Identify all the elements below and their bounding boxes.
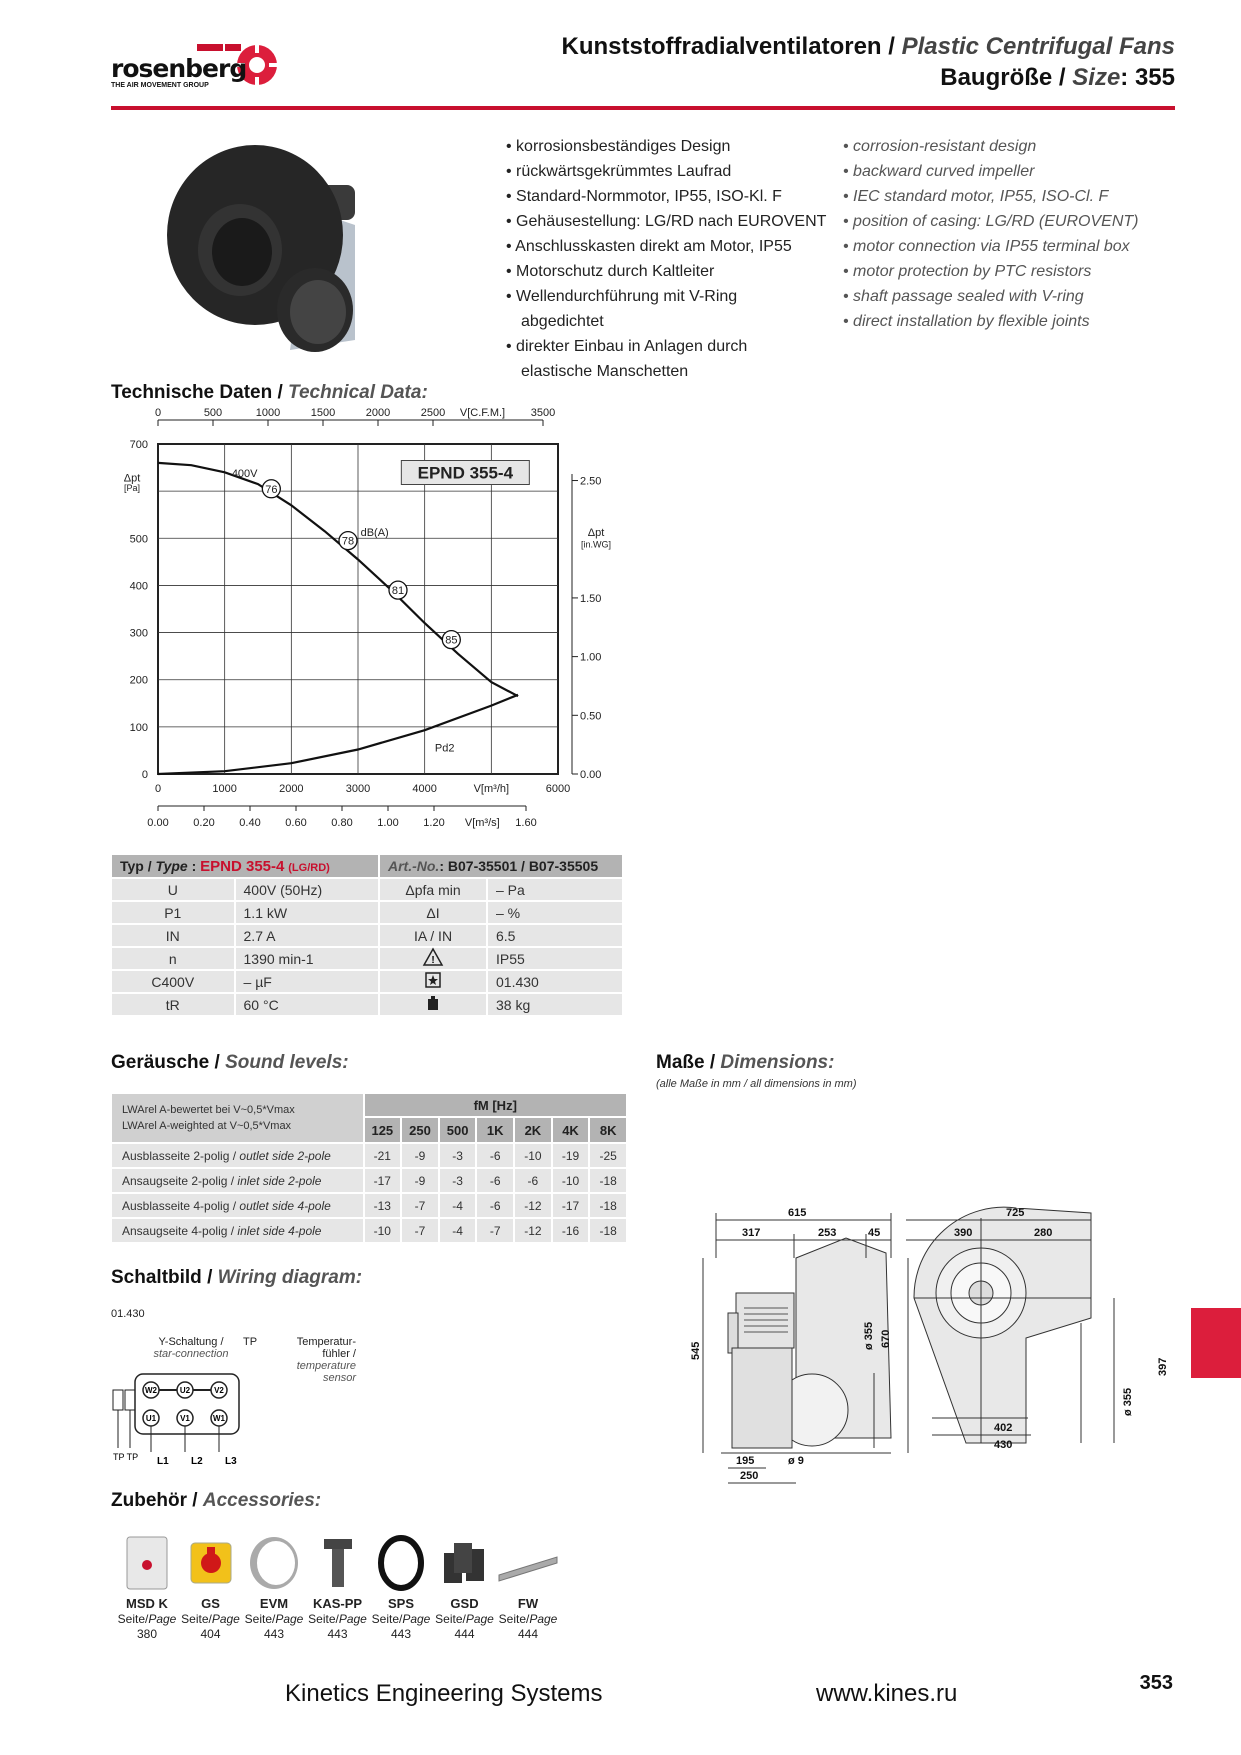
wiring-icon — [380, 971, 486, 992]
dim-430: 430 — [994, 1439, 1013, 1451]
tech-table-header — [112, 855, 622, 877]
terminal-top: U2 — [179, 1386, 191, 1395]
tech-value: – % — [488, 902, 622, 923]
dimension-drawing — [676, 1198, 1176, 1498]
terminal-board — [111, 1372, 241, 1467]
chapter-tab — [1191, 1308, 1241, 1378]
title-de: Kunststoffradialventilatoren — [561, 33, 882, 60]
warning-icon — [380, 948, 486, 969]
dim-725: 725 — [1006, 1207, 1025, 1219]
tech-value: 400V (50Hz) — [236, 879, 378, 900]
dims-heading-de: Maße — [656, 1052, 705, 1073]
feature-de-item: • rückwärtsgekrümmtes Laufrad — [506, 163, 732, 180]
m3s-tick-label: 0.00 — [147, 817, 169, 829]
dim-355b: ø 355 — [1122, 1387, 1134, 1416]
wiring-tp: TP — [243, 1336, 258, 1348]
tech-value: IP55 — [488, 948, 622, 969]
tech-value: 6.5 — [488, 925, 622, 946]
wiring-diagram — [111, 1336, 361, 1466]
dimensions-note: (alle Maße in mm / all dimensions in mm) — [656, 1078, 857, 1090]
wiring-temp-de1: Temperatur- — [296, 1336, 356, 1348]
sound-row-de: Ausblasseite 4-polig / — [122, 1198, 240, 1213]
sound-table — [110, 1092, 628, 1244]
terminal-bottom: U1 — [145, 1414, 157, 1423]
sound-row-en: inlet side 4-pole — [237, 1223, 322, 1238]
accessory-image — [112, 1530, 182, 1596]
wiring-line-label: L3 — [225, 1456, 237, 1467]
sound-row — [112, 1169, 626, 1192]
logo-brand-text: rosenberg — [111, 54, 247, 83]
sound-value: -7 — [402, 1219, 438, 1242]
accessories-list — [112, 1530, 612, 1650]
feature-de-item: abgedichtet — [521, 313, 604, 330]
m3s-tick-label: 0.20 — [193, 817, 215, 829]
x-tick-label: 3000 — [345, 783, 371, 795]
tech-param: tR — [112, 994, 234, 1015]
inwg-tick-label: 2.50 — [580, 475, 602, 488]
sound-row-en: inlet side 2-pole — [237, 1173, 322, 1188]
accessory-code: GS — [201, 1596, 220, 1611]
inwg-tick-label: 0.00 — [580, 769, 602, 781]
title-en: Plastic Centrifugal Fans — [901, 33, 1175, 60]
tech-table — [110, 853, 624, 1017]
sound-heading-de: Geräusche — [111, 1052, 210, 1073]
sound-value: -3 — [440, 1169, 476, 1192]
sound-freq: 2K — [515, 1118, 551, 1142]
tech-value: – µF — [236, 971, 378, 992]
accessory-page: 444 — [454, 1627, 475, 1641]
accessory-page-de: Seite/ — [435, 1612, 466, 1626]
sound-value: -6 — [477, 1194, 513, 1217]
sound-value: -12 — [515, 1194, 551, 1217]
accessory-item[interactable] — [366, 1530, 436, 1642]
type-cell: Typ / Type : EPND 355-4 (LG/RD) — [112, 855, 378, 877]
m3s-axis-label: V[m³/s] — [464, 817, 500, 829]
wiring-heading-de: Schaltbild — [111, 1267, 202, 1288]
x-tick-label: 6000 — [545, 783, 571, 795]
accessory-code: FW — [517, 1596, 539, 1611]
features-de — [506, 134, 826, 384]
accessory-item[interactable] — [493, 1530, 563, 1642]
sound-value: -18 — [590, 1219, 626, 1242]
sound-head-de: LWArel A-bewertet bei V~0,5*Vmax — [122, 1104, 295, 1116]
m3s-tick-label: 1.20 — [423, 817, 445, 829]
accessory-page: 443 — [327, 1627, 348, 1641]
feature-en-item: • shaft passage sealed with V-ring — [843, 288, 1084, 305]
x-tick-label: 1000 — [212, 783, 237, 795]
svg-text:!: ! — [431, 955, 435, 966]
accessory-page-de: Seite/ — [308, 1612, 339, 1626]
accessory-image — [303, 1530, 373, 1596]
sound-freq: 1K — [477, 1118, 513, 1142]
cfm-tick-label: 3500 — [530, 407, 556, 419]
tech-row — [112, 971, 622, 992]
feature-de-item: • Anschlusskasten direkt am Motor, IP55 — [506, 238, 792, 255]
x-axis-label: V[m³/h] — [473, 783, 510, 795]
tech-row — [112, 994, 622, 1015]
accessory-page-en: Page — [211, 1612, 240, 1626]
dim-45: 45 — [868, 1227, 881, 1239]
terminal — [143, 1410, 159, 1426]
dim-317: 317 — [742, 1227, 761, 1239]
sound-value: -21 — [365, 1144, 401, 1167]
feature-de-item: • korrosionsbeständiges Design — [506, 138, 731, 155]
tech-param: C400V — [112, 971, 234, 992]
pd2-label: Pd2 — [434, 742, 455, 755]
terminal — [211, 1410, 227, 1426]
accessory-item[interactable] — [176, 1530, 246, 1642]
dim-250: 250 — [740, 1470, 759, 1482]
sound-row-label — [112, 1144, 363, 1167]
m3s-tick-label: 0.80 — [331, 817, 353, 829]
accessory-page: 443 — [390, 1627, 412, 1641]
accessory-page-en: Page — [148, 1612, 177, 1626]
weight-icon — [380, 994, 486, 1015]
cfm-axis-label: V[C.F.M.] — [459, 407, 506, 419]
dim-355a: ø 355 — [863, 1321, 875, 1350]
dim-545: 545 — [690, 1341, 702, 1360]
inwg-tick-label: 0.50 — [580, 710, 602, 723]
page-size-title: Baugröße / Size: 355 — [940, 64, 1175, 91]
wiring-temp-de2: fühler / — [322, 1348, 356, 1360]
sound-value: -17 — [365, 1169, 401, 1192]
sound-value: -10 — [365, 1219, 401, 1242]
wiring-line-label: L1 — [157, 1456, 169, 1467]
db-marker-label: 81 — [391, 585, 405, 598]
feature-en-item: • corrosion-resistant design — [843, 138, 1037, 155]
tech-value: – Pa — [488, 879, 622, 900]
type-casing: (LG/RD) — [288, 861, 330, 874]
accessories-heading: Zubehör / Accessories: — [111, 1490, 322, 1511]
y-left-unit: [Pa] — [123, 483, 141, 494]
y-right-unit: [in.WG] — [580, 539, 612, 550]
dim-670: 670 — [880, 1329, 892, 1348]
tech-param: n — [112, 948, 234, 969]
sound-value: -9 — [402, 1144, 438, 1167]
y-tick-label: 100 — [129, 721, 148, 734]
acc-heading-de: Zubehör — [111, 1490, 187, 1511]
terminal — [211, 1382, 227, 1398]
cfm-tick-label: 1000 — [255, 407, 281, 419]
sound-freq-label: fM [Hz] — [365, 1094, 627, 1116]
brand-logo — [111, 42, 283, 92]
art-value: : B07-35501 / B07-35505 — [439, 858, 599, 874]
tech-param: U — [112, 879, 234, 900]
terminal — [143, 1382, 159, 1398]
size-en: Size — [1072, 64, 1121, 91]
model-label: EPND 355-4 — [417, 463, 514, 483]
y-right-label: Δpt — [587, 526, 605, 539]
db-label: dB(A) — [360, 526, 389, 539]
accessory-page-de: Seite/ — [117, 1612, 149, 1626]
accessory-page: 444 — [517, 1627, 539, 1641]
terminal-top: V2 — [214, 1386, 224, 1395]
tech-param: Δpfa min — [380, 879, 486, 900]
feature-de-item: elastische Manschetten — [521, 363, 689, 380]
wiring-temp-en1: temperature — [296, 1360, 356, 1372]
sound-row-en: outlet side 4-pole — [239, 1198, 331, 1213]
sound-head-label — [112, 1094, 363, 1142]
db-marker-label: 76 — [265, 483, 278, 496]
tech-value: 1390 min-1 — [236, 948, 378, 969]
footer-website[interactable]: www.kines.ru — [816, 1680, 958, 1707]
sound-row — [112, 1144, 626, 1167]
cfm-tick-label: 2000 — [365, 407, 391, 419]
sound-row-label — [112, 1169, 363, 1192]
sound-value: -17 — [553, 1194, 589, 1217]
tech-value: 38 kg — [488, 994, 622, 1015]
sound-value: -7 — [402, 1194, 438, 1217]
dims-heading-en: Dimensions: — [720, 1052, 835, 1073]
accessory-item[interactable] — [239, 1530, 309, 1642]
tech-data-heading: Technische Daten / Technical Data: — [111, 382, 428, 403]
m3s-tick-label: 0.40 — [239, 817, 261, 829]
y-tick-label: 400 — [129, 580, 148, 593]
sound-heading-en: Sound levels: — [225, 1052, 349, 1073]
accessory-item[interactable] — [430, 1530, 500, 1642]
terminal — [177, 1382, 193, 1398]
terminal-top: W2 — [145, 1386, 157, 1395]
sound-row-de: Ansaugseite 4-polig / — [122, 1223, 238, 1238]
sound-value: -3 — [440, 1144, 476, 1167]
feature-de-item: • Motorschutz durch Kaltleiter — [506, 263, 715, 280]
dim-195: 195 — [736, 1455, 755, 1467]
product-image — [160, 140, 370, 355]
sound-value: -19 — [553, 1144, 589, 1167]
wiring-tp-label: TP TP — [113, 1452, 139, 1462]
logo-tagline: THE AIR MOVEMENT GROUP — [111, 82, 209, 89]
sound-value: -12 — [515, 1219, 551, 1242]
sound-heading: Geräusche / Sound levels: — [111, 1052, 349, 1073]
accessory-page-de: Seite/ — [244, 1612, 276, 1626]
x-tick-label: 0 — [154, 783, 162, 795]
accessory-image — [239, 1530, 309, 1596]
page-title: Kunststoffradialventilatoren / Plastic Centrifugal Fans — [561, 33, 1175, 60]
cfm-tick-label: 0 — [154, 407, 162, 419]
accessory-image — [366, 1530, 436, 1596]
y-tick-label: 700 — [129, 439, 148, 451]
sound-row — [112, 1194, 626, 1217]
sound-value: -10 — [553, 1169, 589, 1192]
cfm-tick-label: 1500 — [310, 407, 336, 419]
y-left-label: Δpt — [123, 472, 141, 485]
wiring-code: 01.430 — [111, 1308, 145, 1320]
sound-value: -25 — [590, 1144, 626, 1167]
accessory-image — [176, 1530, 246, 1596]
accessory-page-en: Page — [402, 1612, 431, 1626]
tech-param: ΔI — [380, 902, 486, 923]
accessory-item[interactable] — [303, 1530, 373, 1642]
type-label: Typ / — [120, 857, 156, 874]
inwg-tick-label: 1.00 — [580, 651, 602, 664]
dim-615: 615 — [788, 1207, 807, 1219]
sound-value: -6 — [515, 1169, 551, 1192]
feature-en-item: • position of casing: LG/RD (EUROVENT) — [843, 213, 1139, 230]
accessory-code: SPS — [387, 1596, 414, 1611]
art-cell — [380, 855, 622, 877]
accessory-image — [493, 1530, 563, 1596]
db-marker-label: 78 — [341, 535, 355, 548]
accessory-page-en: Page — [465, 1612, 494, 1626]
sound-value: -18 — [590, 1169, 626, 1192]
wiring-y-en: star-connection — [153, 1348, 229, 1360]
sound-freq: 500 — [440, 1118, 476, 1142]
sound-row-label — [112, 1194, 363, 1217]
tech-row — [112, 925, 622, 946]
type-label-en: Type — [155, 857, 188, 874]
sound-value: -7 — [477, 1219, 513, 1242]
dim-280: 280 — [1034, 1227, 1053, 1239]
page-number: 353 — [1139, 1672, 1173, 1694]
sound-value: -10 — [515, 1144, 551, 1167]
sound-value: -6 — [477, 1144, 513, 1167]
sound-freq: 8K — [590, 1118, 626, 1142]
accessory-code: EVM — [259, 1596, 289, 1611]
cfm-tick-label: 2500 — [420, 407, 446, 419]
feature-de-item: • Gehäusestellung: LG/RD nach EUROVENT — [506, 213, 827, 230]
tech-row — [112, 879, 622, 900]
accessory-page-en: Page — [275, 1612, 304, 1626]
accessory-page-de: Seite/ — [371, 1612, 403, 1626]
dim-402: 402 — [994, 1422, 1013, 1434]
acc-heading-en: Accessories: — [202, 1490, 322, 1511]
accessory-page: 404 — [200, 1627, 221, 1641]
y-tick-label: 0 — [141, 769, 148, 781]
art-label: Art.-No. — [388, 858, 440, 874]
feature-de-item: • Wellendurchführung mit V-Ring — [506, 288, 738, 305]
accessory-code: GSD — [450, 1596, 479, 1611]
tech-row — [112, 902, 622, 923]
accessory-code: KAS-PP — [312, 1596, 363, 1611]
feature-en-item: • IEC standard motor, IP55, ISO-Cl. F — [843, 188, 1109, 205]
accessory-item[interactable] — [112, 1530, 182, 1642]
sound-freq: 125 — [365, 1118, 401, 1142]
sound-value: -16 — [553, 1219, 589, 1242]
tech-param: IN — [112, 925, 234, 946]
sound-row-label — [112, 1219, 363, 1242]
sound-row-de: Ansaugseite 2-polig / — [122, 1173, 238, 1188]
wiring-temp-en2: sensor — [322, 1372, 356, 1384]
feature-en-item: • motor protection by PTC resistors — [843, 263, 1092, 280]
dim-397: 397 — [1157, 1357, 1169, 1376]
voltage-label: 400V — [231, 468, 258, 480]
accessory-code: MSD K — [126, 1596, 168, 1611]
x-tick-label: 4000 — [412, 783, 437, 795]
sound-value: -6 — [477, 1169, 513, 1192]
feature-de-item: • direkter Einbau in Anlagen durch — [506, 338, 748, 355]
footer-company: Kinetics Engineering Systems — [285, 1680, 603, 1707]
m3s-tick-label: 1.60 — [515, 817, 537, 829]
tech-value: 2.7 A — [236, 925, 378, 946]
tech-row — [112, 948, 622, 969]
x-tick-label: 2000 — [279, 783, 304, 795]
sound-head-en: LWArel A-weighted at V~0,5*Vmax — [122, 1120, 292, 1132]
sound-value: -13 — [365, 1194, 401, 1217]
dim-9: ø 9 — [788, 1455, 804, 1467]
m3s-tick-label: 1.00 — [377, 817, 399, 829]
sound-value: -9 — [402, 1169, 438, 1192]
dim-253: 253 — [818, 1227, 837, 1239]
dim-390: 390 — [954, 1227, 973, 1239]
sound-freq: 4K — [553, 1118, 589, 1142]
sound-row-en: outlet side 2-pole — [239, 1148, 331, 1163]
sound-row — [112, 1219, 626, 1242]
wiring-heading-en: Wiring diagram: — [217, 1267, 363, 1288]
accessory-page: 443 — [263, 1627, 285, 1641]
sound-value: -4 — [440, 1194, 476, 1217]
accessory-page-en: Page — [338, 1612, 367, 1626]
tech-heading-de: Technische Daten — [111, 382, 273, 403]
feature-de-item: • Standard-Normmotor, IP55, ISO-Kl. F — [506, 188, 782, 205]
size-value: : 355 — [1120, 64, 1175, 91]
wiring-heading: Schaltbild / Wiring diagram: — [111, 1267, 363, 1288]
accessory-page-de: Seite/ — [181, 1612, 212, 1626]
type-model: EPND 355-4 — [200, 857, 285, 875]
cfm-tick-label: 500 — [203, 407, 223, 419]
feature-en-item: • backward curved impeller — [843, 163, 1035, 180]
sound-value: -18 — [590, 1194, 626, 1217]
tech-value: 60 °C — [236, 994, 378, 1015]
tech-value: 01.430 — [488, 971, 622, 992]
terminal-bottom: V1 — [180, 1414, 190, 1423]
sound-row-de: Ausblasseite 2-polig / — [122, 1148, 240, 1163]
feature-en-item: • motor connection via IP55 terminal box — [843, 238, 1130, 255]
db-marker-label: 85 — [445, 634, 458, 647]
terminal — [177, 1410, 193, 1426]
accessory-image — [430, 1530, 500, 1596]
performance-chart — [110, 407, 612, 830]
tech-param: P1 — [112, 902, 234, 923]
y-tick-label: 300 — [129, 627, 148, 640]
m3s-tick-label: 0.60 — [285, 817, 307, 829]
sound-freq: 250 — [402, 1118, 438, 1142]
wiring-line-label: L2 — [191, 1456, 203, 1467]
header-rule — [111, 106, 1175, 110]
tech-heading-en: Technical Data: — [288, 382, 428, 403]
accessory-page-en: Page — [529, 1612, 558, 1626]
inwg-tick-label: 1.50 — [580, 592, 602, 605]
accessory-page: 380 — [136, 1627, 158, 1641]
features-en — [843, 134, 1138, 334]
tech-param: IA / IN — [380, 925, 486, 946]
y-tick-label: 200 — [129, 674, 148, 687]
feature-en-item: • direct installation by flexible joints — [843, 313, 1090, 330]
dimensions-heading: Maße / Dimensions: — [656, 1052, 835, 1073]
tech-value: 1.1 kW — [236, 902, 378, 923]
terminal-bottom: W1 — [213, 1414, 225, 1423]
size-de: Baugröße — [940, 64, 1053, 91]
y-tick-label: 500 — [129, 533, 148, 546]
wiring-y-de: Y-Schaltung / — [158, 1336, 224, 1348]
accessory-page-de: Seite/ — [498, 1612, 530, 1626]
sound-value: -4 — [440, 1219, 476, 1242]
